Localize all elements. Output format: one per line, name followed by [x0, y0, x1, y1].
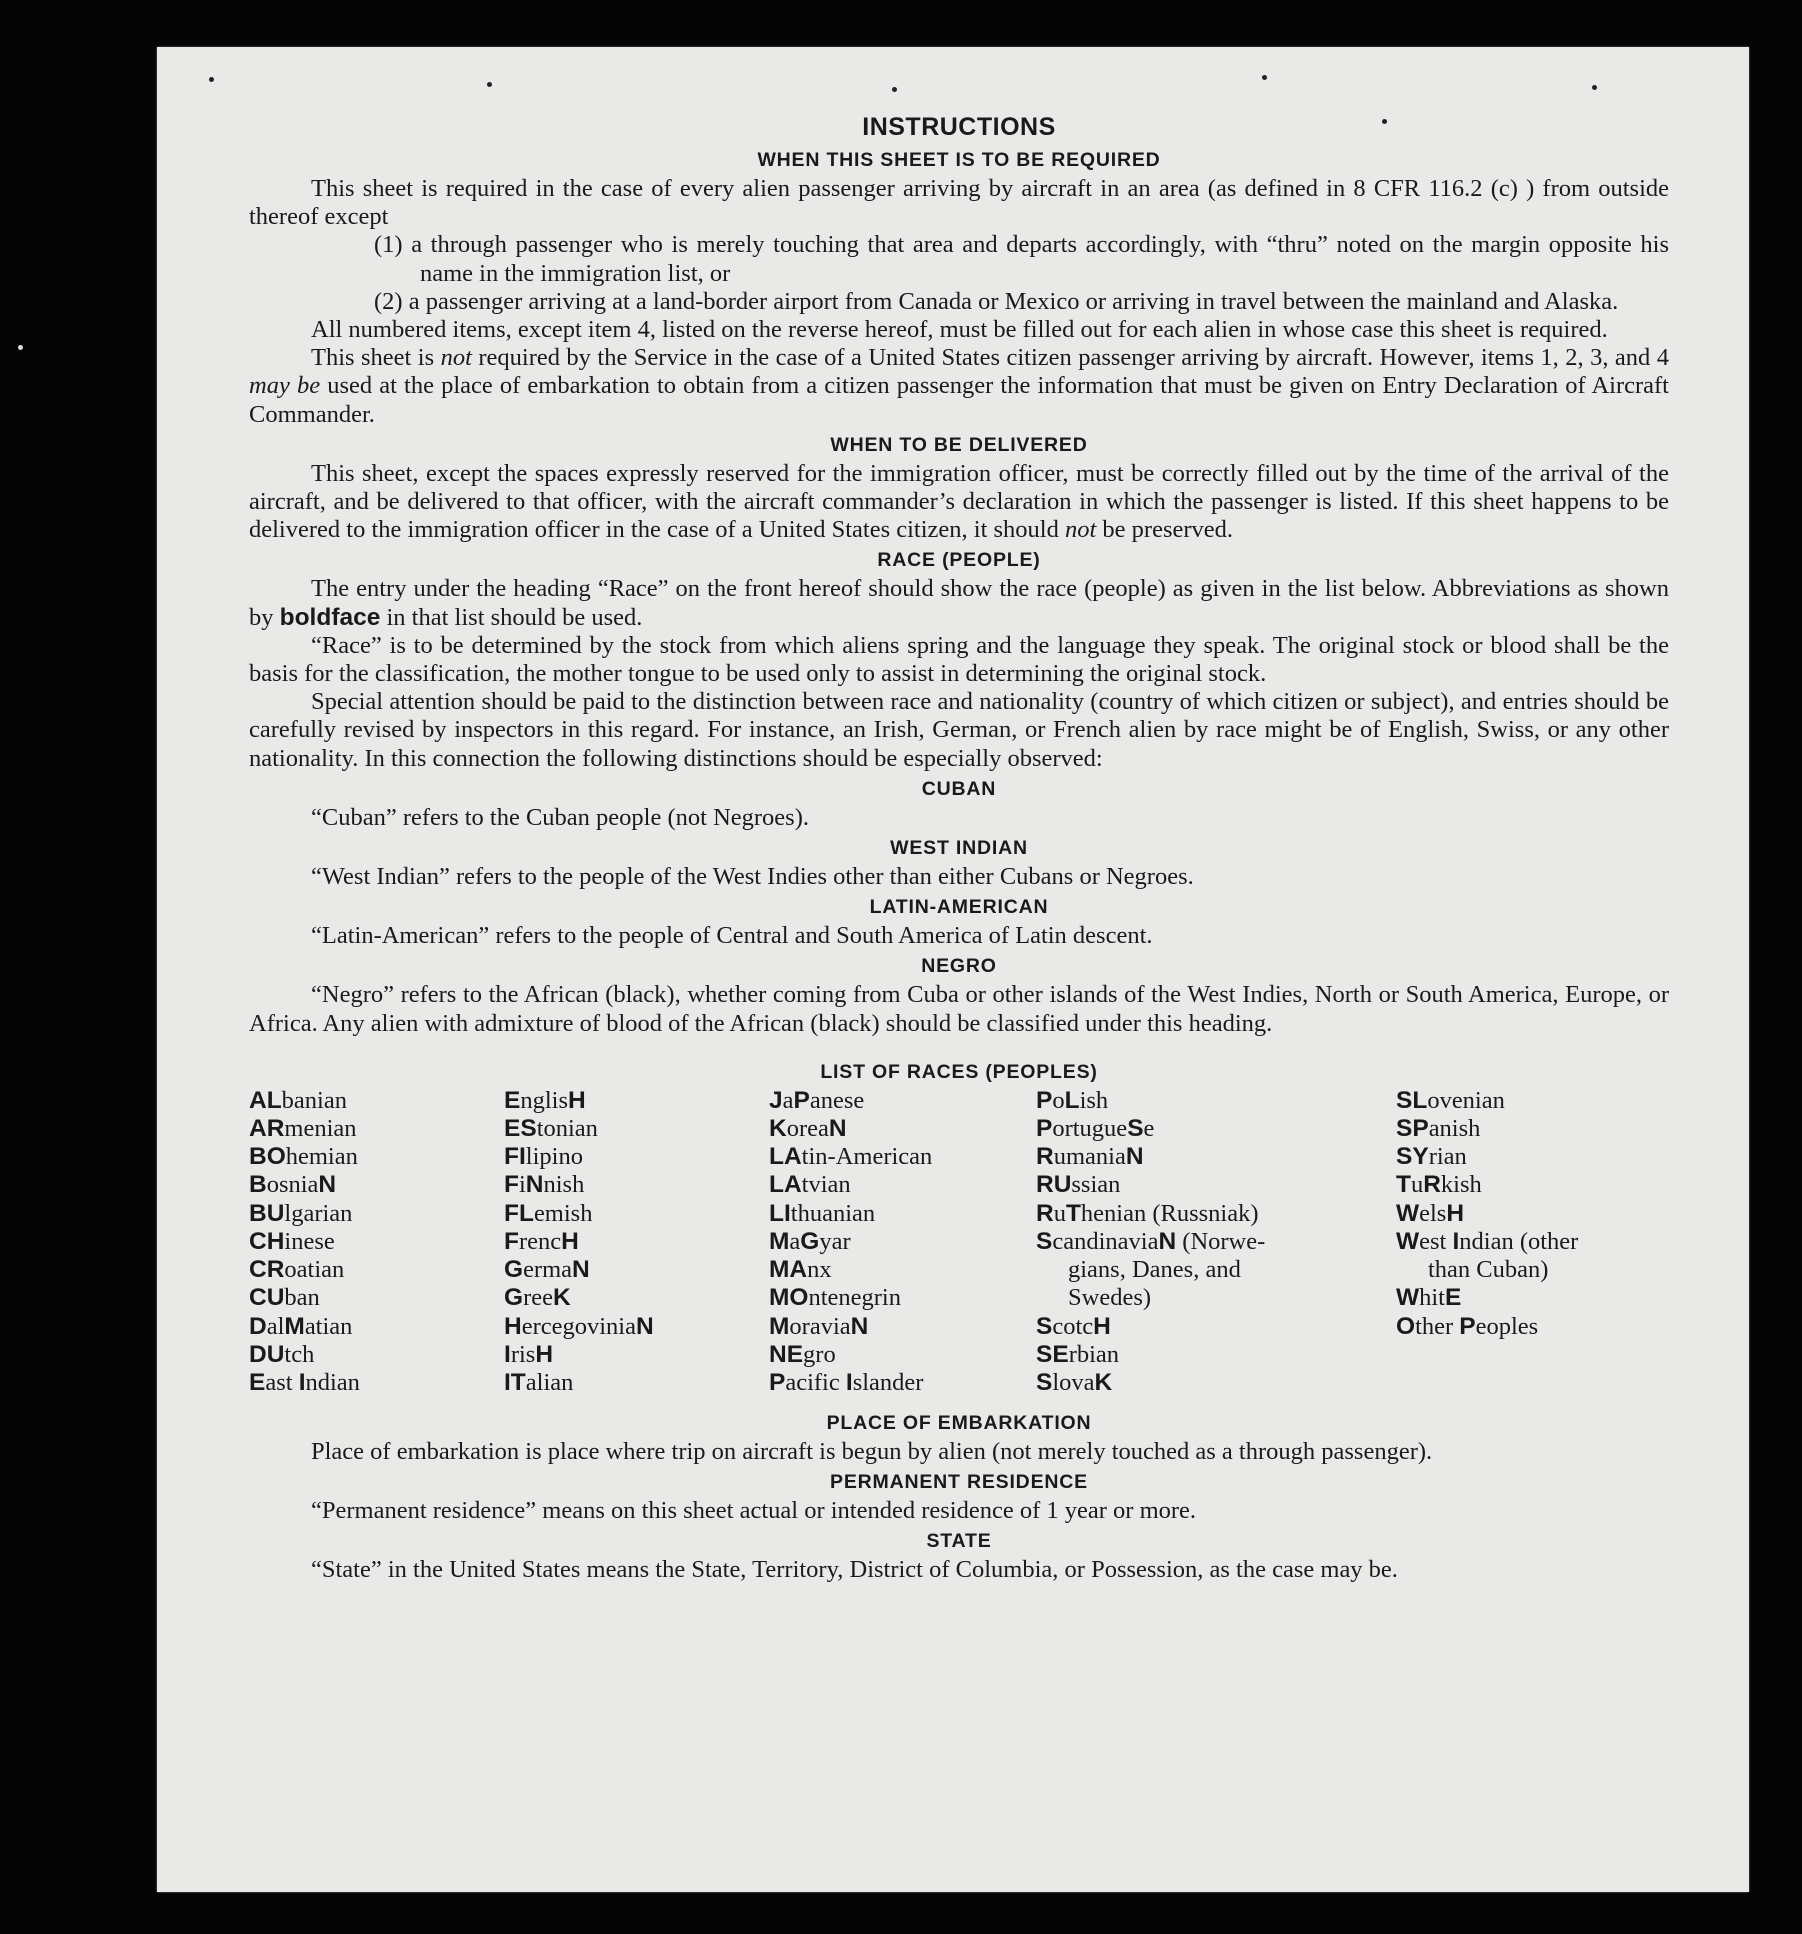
race-text: gians, Danes, and — [1068, 1256, 1241, 1284]
abbreviation-letters: I — [504, 1340, 511, 1368]
race-entry — [1396, 1228, 1578, 1256]
race-text: cotc — [1052, 1312, 1094, 1340]
abbreviation-letters: K — [769, 1115, 787, 1143]
paragraph: “Latin-American” refers to the people of Central and South America of Latin descent. — [311, 922, 1153, 950]
race-entry — [249, 1284, 360, 1312]
race-text: els — [1419, 1199, 1447, 1227]
race-text: Swedes) — [1068, 1284, 1152, 1312]
paragraph: Special attention should be paid to the distinction between race and nationality (country of which citizen or subject), and entries should be carefully revised by inspectors in this regard. For instance, an Irish, German, or French alien by race might be of English, Swiss, or any other nationality. In this connection the following distinctions should be especially observed: — [249, 688, 1669, 772]
abbreviation-letters: LA — [769, 1171, 802, 1199]
abbreviation-letters: G — [800, 1227, 820, 1255]
abbreviation-letters: BU — [249, 1199, 285, 1227]
race-entry — [1396, 1284, 1578, 1312]
emphasis-text: not — [1064, 516, 1097, 544]
race-text: banian — [281, 1086, 347, 1114]
heading-cuban: CUBAN — [921, 777, 997, 800]
race-text: (Norwe- — [1176, 1227, 1266, 1255]
heading-when-delivered: WHEN TO BE DELIVERED — [830, 433, 1088, 456]
scan-speck — [209, 77, 214, 82]
race-text: i — [518, 1171, 526, 1199]
paragraph: All numbered items, except item 4, listed on the reverse hereof, must be filled out for each alien in whose case this sheet is required. — [311, 316, 1608, 344]
race-text: ndian (other — [1459, 1227, 1579, 1255]
race-entry — [249, 1115, 360, 1143]
boldface-word: boldface — [279, 603, 381, 631]
abbreviation-letters: MO — [769, 1284, 809, 1312]
abbreviation-letters: F — [504, 1171, 519, 1199]
abbreviation-letters: S — [1036, 1368, 1053, 1396]
race-text: lipino — [525, 1143, 583, 1171]
race-text: a — [782, 1086, 794, 1114]
race-text: candinavia — [1052, 1227, 1159, 1255]
race-text: ssian — [1071, 1171, 1121, 1199]
race-entry — [769, 1284, 932, 1312]
race-text: ntenegrin — [808, 1284, 901, 1312]
abbreviation-letters: MA — [769, 1256, 808, 1284]
paragraph: “State” in the United States means the State, Territory, District of Columbia, or Possession, as the case may be. — [311, 1556, 1398, 1584]
abbreviation-letters: ES — [504, 1115, 537, 1143]
race-entry — [249, 1313, 360, 1341]
race-entry — [1036, 1313, 1265, 1341]
paragraph: “Negro” refers to the African (black), whether coming from Cuba or other islands of the West Indies, North or South America, Europe, or Africa. Any alien with admixture of blood of the African (black) should be classified under this heading. — [249, 981, 1669, 1037]
race-text: emish — [533, 1199, 593, 1227]
abbreviation-letters: E — [504, 1086, 521, 1114]
race-text: tvian — [801, 1171, 851, 1199]
abbreviation-letters: CU — [249, 1284, 285, 1312]
race-column — [249, 1087, 360, 1397]
race-entry — [1036, 1143, 1265, 1171]
abbreviation-letters: K — [1094, 1368, 1113, 1396]
race-entry — [249, 1341, 360, 1369]
abbreviation-letters: W — [1396, 1284, 1420, 1312]
abbreviation-letters: G — [504, 1284, 524, 1312]
race-entry — [1396, 1115, 1578, 1143]
abbreviation-letters: H — [535, 1340, 554, 1368]
race-entry — [769, 1143, 932, 1171]
race-entry — [249, 1143, 360, 1171]
race-entry — [249, 1087, 360, 1115]
race-entry — [249, 1171, 360, 1199]
race-entry — [1036, 1171, 1265, 1199]
race-text: anish — [1428, 1115, 1481, 1143]
race-text: orea — [786, 1115, 829, 1143]
abbreviation-letters: O — [1396, 1312, 1416, 1340]
paragraph: “Race” is to be determined by the stock from which aliens spring and the language they speak. The original stock or blood shall be the basis for the classification, the mother tongue to be used only to assist in determining the original stock. — [249, 631, 1669, 688]
race-text: al — [266, 1312, 285, 1340]
paragraph — [249, 575, 1669, 631]
race-entry — [769, 1171, 932, 1199]
race-entry — [504, 1284, 654, 1312]
race-text: ish — [1079, 1086, 1109, 1114]
race-text: inese — [284, 1227, 335, 1255]
heading-place-of-embarkation: PLACE OF EMBARKATION — [826, 1411, 1092, 1434]
abbreviation-letters: P — [769, 1368, 786, 1396]
abbreviation-letters: E — [1445, 1284, 1462, 1312]
race-text: yar — [819, 1227, 851, 1255]
race-text: menian — [284, 1115, 357, 1143]
abbreviation-letters: N — [318, 1171, 337, 1199]
scan-speck — [1592, 85, 1597, 90]
race-text: o — [1052, 1086, 1065, 1114]
heading-west-indian: WEST INDIAN — [890, 837, 1028, 860]
abbreviation-letters: N — [1125, 1143, 1144, 1171]
abbreviation-letters: DU — [249, 1340, 285, 1368]
race-entry — [769, 1341, 932, 1369]
race-entry — [769, 1115, 932, 1143]
race-text: umania — [1053, 1143, 1126, 1171]
race-text: a — [789, 1227, 801, 1255]
race-entry — [1036, 1087, 1265, 1115]
abbreviation-letters: I — [298, 1368, 306, 1396]
abbreviation-letters: N — [850, 1312, 869, 1340]
race-entry — [1036, 1200, 1265, 1228]
race-entry — [1036, 1284, 1265, 1312]
race-text: kish — [1440, 1171, 1482, 1199]
heading-list-of-races: LIST OF RACES (PEOPLES) — [820, 1060, 1098, 1083]
paragraph — [249, 460, 1669, 545]
heading-race: RACE (PEOPLE) — [877, 549, 1041, 572]
abbreviation-letters: H — [561, 1227, 579, 1255]
race-text: gro — [803, 1340, 836, 1368]
abbreviation-letters: BO — [249, 1143, 286, 1171]
race-entry — [769, 1369, 932, 1397]
race-text: ercegovinia — [521, 1312, 636, 1340]
abbreviation-letters: AL — [249, 1086, 282, 1114]
race-text: est — [1419, 1227, 1453, 1255]
paragraph: Place of embarkation is place where trip on aircraft is begun by alien (not merely touched as a through passenger). — [311, 1437, 1433, 1465]
abbreviation-letters: SL — [1396, 1086, 1428, 1114]
abbreviation-letters: K — [552, 1284, 571, 1312]
race-entry — [249, 1228, 360, 1256]
race-list — [249, 1087, 1669, 1407]
abbreviation-letters: L — [1064, 1086, 1080, 1114]
heading-when-required: WHEN THIS SHEET IS TO BE REQUIRED — [757, 149, 1161, 171]
abbreviation-letters: LI — [769, 1199, 791, 1227]
abbreviation-letters: RU — [1036, 1171, 1072, 1199]
abbreviation-letters: P — [793, 1086, 810, 1114]
race-text: ban — [284, 1284, 320, 1312]
race-entry — [249, 1369, 360, 1397]
abbreviation-letters: D — [249, 1312, 267, 1340]
abbreviation-letters: I — [1452, 1227, 1460, 1255]
abbreviation-letters: M — [769, 1312, 790, 1340]
heading-latin-american: LATIN-AMERICAN — [869, 896, 1049, 919]
abbreviation-letters: T — [1396, 1171, 1411, 1199]
abbreviation-letters: J — [769, 1086, 783, 1114]
abbreviation-letters: N — [1158, 1227, 1177, 1255]
abbreviation-letters: N — [828, 1115, 847, 1143]
abbreviation-letters: P — [1459, 1312, 1476, 1340]
race-entry — [504, 1369, 654, 1397]
instruction-sheet — [157, 47, 1749, 1892]
race-text: henian (Russniak) — [1080, 1199, 1259, 1227]
race-entry — [1396, 1256, 1578, 1284]
abbreviation-letters: N — [525, 1171, 544, 1199]
race-text: hemian — [285, 1143, 358, 1171]
race-text: renc — [518, 1227, 562, 1255]
abbreviation-letters: G — [504, 1256, 524, 1284]
race-entry — [1036, 1228, 1265, 1256]
race-entry — [504, 1171, 654, 1199]
race-text: slander — [852, 1368, 924, 1396]
race-text: alian — [525, 1368, 574, 1396]
abbreviation-letters: N — [572, 1256, 590, 1284]
race-text: u — [1053, 1199, 1066, 1227]
document-title: INSTRUCTIONS — [862, 113, 1056, 141]
race-text: u — [1410, 1171, 1424, 1199]
abbreviation-letters: SP — [1396, 1115, 1429, 1143]
race-entry — [1036, 1256, 1265, 1284]
abbreviation-letters: P — [1036, 1115, 1053, 1143]
abbreviation-letters: F — [504, 1227, 519, 1255]
heading-permanent-residence: PERMANENT RESIDENCE — [830, 1471, 1088, 1494]
document-body — [249, 113, 1669, 1584]
abbreviation-letters: P — [1036, 1086, 1053, 1114]
race-entry — [1036, 1115, 1265, 1143]
race-entry — [249, 1200, 360, 1228]
race-entry — [504, 1341, 654, 1369]
paragraph — [249, 344, 1669, 429]
abbreviation-letters: SY — [1396, 1143, 1429, 1171]
text-run: used at the place of embarkation to obtain from a citizen passenger the information that must be given on Entry Declaration of Aircraft Commander. — [249, 372, 1669, 428]
text-run: This sheet is — [311, 344, 441, 372]
race-text: ovenian — [1427, 1086, 1505, 1114]
race-text: nx — [807, 1256, 832, 1284]
race-text: ndian — [305, 1368, 360, 1396]
race-entry — [769, 1200, 932, 1228]
abbreviation-letters: I — [845, 1368, 853, 1396]
abbreviation-letters: AR — [249, 1115, 285, 1143]
race-text: lova — [1052, 1368, 1095, 1396]
paragraph: “Permanent residence” means on this sheet actual or intended residence of 1 year or more. — [311, 1497, 1197, 1525]
race-text: nglis — [520, 1086, 568, 1114]
race-text: ast — [265, 1368, 299, 1396]
race-entry — [249, 1256, 360, 1284]
race-entry — [504, 1143, 654, 1171]
race-text: anese — [809, 1086, 865, 1114]
race-text: rbian — [1068, 1340, 1120, 1368]
race-text: acific — [785, 1368, 846, 1396]
race-text: ther — [1415, 1312, 1460, 1340]
race-text: rian — [1428, 1143, 1467, 1171]
abbreviation-letters: R — [1036, 1199, 1054, 1227]
race-text: tin-American — [801, 1143, 933, 1171]
list-item: (2) a passenger arriving at a land-border airport from Canada or Mexico or arriving in travel between the mainland and Alaska. — [374, 287, 1619, 315]
abbreviation-letters: M — [284, 1312, 305, 1340]
abbreviation-letters: E — [249, 1368, 266, 1396]
text-run: required by the Service in the case of a United States citizen passenger arriving by aircraft. However, items 1, 2, 3, and 4 — [471, 344, 1669, 372]
race-text: atian — [304, 1312, 353, 1340]
race-entry — [1036, 1369, 1265, 1397]
race-text: tch — [284, 1340, 315, 1368]
text-run: The entry under the heading “Race” on the front hereof should show the race (people) as given in the list below. Abbreviations as shown by — [249, 575, 1669, 631]
race-entry — [1036, 1341, 1265, 1369]
heading-state: STATE — [926, 1530, 992, 1553]
race-entry — [504, 1256, 654, 1284]
abbreviation-letters: B — [249, 1171, 267, 1199]
abbreviation-letters: R — [1423, 1171, 1441, 1199]
race-text: erma — [523, 1256, 573, 1284]
race-entry — [769, 1228, 932, 1256]
race-text: than Cuban) — [1428, 1256, 1549, 1284]
abbreviation-letters: W — [1396, 1227, 1420, 1255]
scan-speck — [18, 345, 23, 350]
race-entry — [504, 1228, 654, 1256]
abbreviation-letters: H — [1093, 1312, 1111, 1340]
abbreviation-letters: H — [504, 1312, 522, 1340]
abbreviation-letters: FL — [504, 1199, 534, 1227]
race-entry — [504, 1313, 654, 1341]
abbreviation-letters: N — [635, 1312, 654, 1340]
race-column — [504, 1087, 654, 1397]
abbreviation-letters: H — [568, 1086, 586, 1114]
paragraph: “Cuban” refers to the Cuban people (not Negroes). — [311, 803, 809, 831]
text-run: in that list should be used. — [380, 603, 643, 631]
abbreviation-letters: S — [1036, 1227, 1053, 1255]
abbreviation-letters: FI — [504, 1143, 526, 1171]
abbreviation-letters: W — [1396, 1199, 1420, 1227]
race-text: tonian — [536, 1115, 598, 1143]
list-item: (1) a through passenger who is merely touching that area and departs accordingly, with “thru” noted on the margin opposite his name in the immigration list, or — [374, 231, 1669, 287]
race-entry — [1396, 1087, 1578, 1115]
race-entry — [1396, 1200, 1578, 1228]
race-entry — [504, 1115, 654, 1143]
abbreviation-letters: NE — [769, 1340, 804, 1368]
paragraph: “West Indian” refers to the people of the West Indies other than either Cubans or Negroes. — [311, 863, 1194, 891]
text-run: be preserved. — [1096, 516, 1234, 544]
abbreviation-letters: CR — [249, 1256, 285, 1284]
emphasis-text: not — [440, 344, 472, 372]
abbreviation-letters: T — [1065, 1199, 1081, 1227]
race-column — [1396, 1087, 1578, 1341]
abbreviation-letters: CH — [249, 1227, 285, 1255]
paragraph: This sheet is required in the case of every alien passenger arriving by aircraft in an area (as defined in 8 CFR 116.2 (c) ) from outside thereof except — [249, 175, 1669, 231]
scan-speck — [1262, 75, 1267, 80]
race-entry — [769, 1087, 932, 1115]
abbreviation-letters: H — [1446, 1199, 1465, 1227]
race-text: oravia — [789, 1312, 851, 1340]
emphasis-text: may be — [249, 372, 321, 400]
race-text: e — [1143, 1115, 1155, 1143]
abbreviation-letters: IT — [504, 1368, 526, 1396]
race-text: lgarian — [284, 1199, 353, 1227]
scan-speck — [487, 82, 492, 87]
heading-negro: NEGRO — [921, 955, 997, 978]
race-text: thuanian — [790, 1199, 876, 1227]
race-text: osnia — [266, 1171, 319, 1199]
race-entry — [769, 1256, 932, 1284]
race-entry — [769, 1313, 932, 1341]
abbreviation-letters: LA — [769, 1143, 802, 1171]
race-column — [769, 1087, 932, 1397]
abbreviation-letters: R — [1036, 1143, 1054, 1171]
race-text: oatian — [284, 1256, 345, 1284]
abbreviation-letters: SE — [1036, 1340, 1069, 1368]
race-entry — [1396, 1171, 1578, 1199]
race-text: nish — [543, 1171, 585, 1199]
race-entry — [504, 1087, 654, 1115]
race-column — [1036, 1087, 1265, 1397]
race-entry — [1396, 1313, 1578, 1341]
race-entry — [1396, 1143, 1578, 1171]
race-text: hit — [1419, 1284, 1445, 1312]
text-run: This sheet, except the spaces expressly reserved for the immigration officer, must be correctly filled out by the time of the arrival of the aircraft, and be delivered to that officer, with the aircraft commander’s declaration in which the passenger is listed. If this sheet happens to be delivered to the immigration officer in the case of a United States citizen, it should — [249, 459, 1669, 544]
scan-speck — [892, 87, 897, 92]
race-text: eoples — [1475, 1312, 1539, 1340]
abbreviation-letters: S — [1036, 1312, 1053, 1340]
race-entry — [504, 1200, 654, 1228]
abbreviation-letters: M — [769, 1227, 790, 1255]
abbreviation-letters: S — [1127, 1115, 1144, 1143]
race-text: ree — [523, 1284, 553, 1312]
race-text: ortugue — [1052, 1115, 1128, 1143]
race-text: ris — [510, 1340, 536, 1368]
